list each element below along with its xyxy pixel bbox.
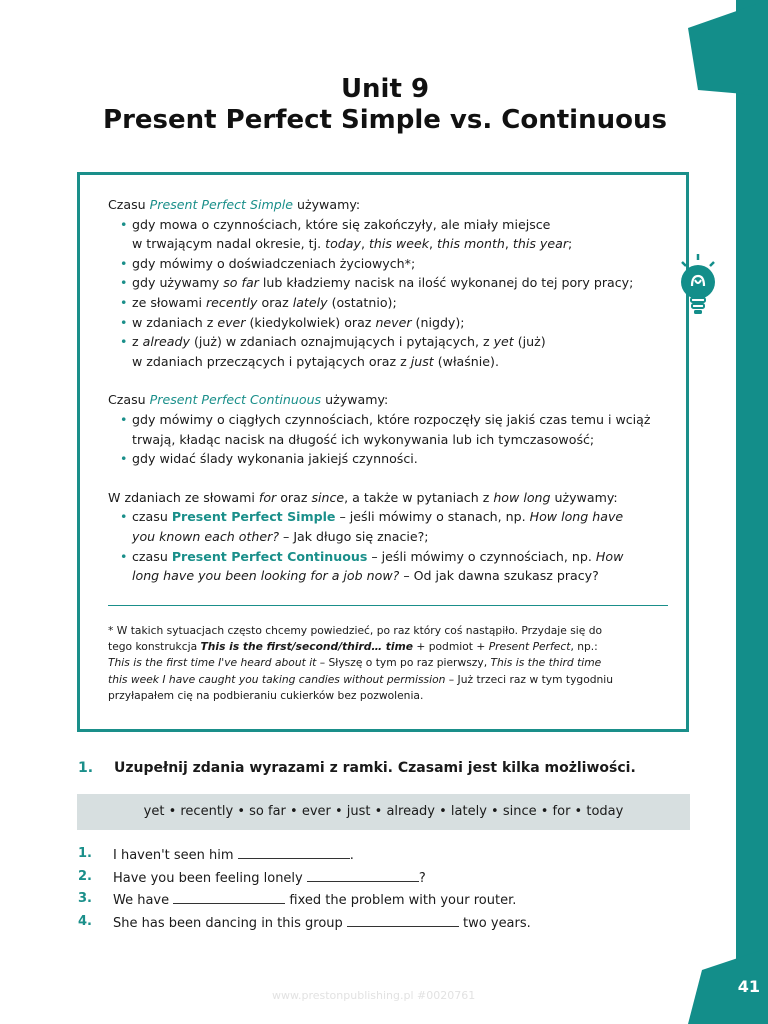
footnote-line <box>108 672 668 688</box>
text: w trwającym nadal okresie, tj. <box>132 236 326 252</box>
text: tego konstrukcja <box>108 640 201 654</box>
for-since-list <box>108 507 668 585</box>
example-word: never <box>375 314 412 330</box>
example-word: this year <box>512 236 569 252</box>
watermark: www.prestonpublishing.pl #0020761 <box>272 989 476 1002</box>
lightbulb-icon <box>676 252 720 318</box>
side-accent-bar <box>736 0 768 1024</box>
list-item <box>132 547 668 586</box>
text: – Już trzeci raz w tym tygodniu <box>445 672 614 686</box>
answer-blank[interactable] <box>347 914 459 927</box>
text: lub kładziemy nacisk na ilość wykonanej do tej pory pracy; <box>258 275 634 291</box>
text: – Od jak dawna szukasz pracy? <box>399 568 599 584</box>
example-sentence: This is the first time I've heard about it <box>108 656 317 670</box>
text: używamy: <box>293 197 361 212</box>
simple-intro <box>108 195 668 215</box>
text: She has been dancing in this group <box>113 915 347 931</box>
text: ? <box>418 870 426 886</box>
grammar-rules-content <box>108 195 668 586</box>
text: Czasu <box>108 392 150 408</box>
item-text <box>113 846 354 863</box>
list-item <box>132 410 668 449</box>
text: , <box>360 236 369 252</box>
text: gdy używamy <box>132 275 224 291</box>
example-word: this week <box>368 236 430 252</box>
example-word: just <box>410 353 434 369</box>
text: czasu <box>132 548 172 564</box>
continuous-intro <box>108 390 668 410</box>
footnote-line <box>108 639 668 655</box>
tense-name: Present Perfect Simple <box>171 509 336 525</box>
text: czasu <box>132 509 172 525</box>
simple-list <box>108 215 668 372</box>
exercise-items <box>78 846 678 936</box>
text: We have <box>113 893 174 908</box>
example-sentence: This is the third time <box>490 656 602 670</box>
text: fixed the problem with your router. <box>285 893 517 908</box>
tense-name: Present Perfect Continuous <box>171 548 368 564</box>
construction: This is the first/second/third… time <box>200 640 413 654</box>
item-text <box>113 914 531 931</box>
exercise-number: 1. <box>78 760 94 776</box>
text: , <box>504 236 513 252</box>
text: , <box>429 236 438 252</box>
item-number: 2. <box>78 868 92 884</box>
text: + podmiot + <box>412 640 489 654</box>
title-unit: Unit 9 <box>340 74 430 104</box>
text: używamy: <box>550 489 618 505</box>
grammar-rules-box <box>77 172 689 732</box>
example-word: ever <box>217 314 246 330</box>
tense-name: Present Perfect Simple <box>149 197 293 212</box>
for-since-section <box>108 488 668 586</box>
footnote <box>108 623 668 704</box>
exercise-item <box>78 846 678 869</box>
list-item <box>132 293 668 313</box>
list-item <box>132 313 668 333</box>
for-since-intro <box>108 488 668 508</box>
example-word: yet <box>493 334 514 350</box>
item-number: 1. <box>78 846 92 861</box>
example-sentence: How long have <box>529 509 624 525</box>
example-word: since <box>311 489 345 505</box>
text: , np.: <box>570 640 598 654</box>
example-word: for <box>258 489 277 505</box>
text: (już) w zdaniach oznajmujących i pytających, z <box>189 334 494 350</box>
item-number: 3. <box>78 891 92 906</box>
text: Czasu <box>108 197 150 212</box>
text: ze słowami <box>132 294 206 310</box>
example-word: this month <box>437 236 505 252</box>
text: . <box>349 848 354 863</box>
footnote-line: * W takich sytuacjach często chcemy powiedzieć, po raz który coś nastąpiło. Przydaje się do <box>108 624 603 637</box>
text: I haven't seen him <box>113 848 238 863</box>
text: (nigdy); <box>411 314 465 330</box>
item-text <box>113 869 426 886</box>
text: , a także w pytaniach z <box>344 489 494 505</box>
list-item <box>132 332 668 371</box>
text: gdy mowa o czynnościach, które się zakończyły, ale miały miejsce <box>132 216 551 232</box>
tense-name: Present Perfect Continuous <box>149 392 322 408</box>
text: oraz <box>257 294 293 310</box>
list-item <box>132 273 668 293</box>
example-word: how long <box>493 489 551 505</box>
box-divider <box>108 605 668 606</box>
item-text <box>113 891 516 908</box>
exercise-item <box>78 914 678 937</box>
text: trwają, kładąc nacisk na długość ich wykonywania lub ich tymczasowość; <box>132 431 595 447</box>
continuous-section <box>108 390 668 468</box>
text: W zdaniach ze słowami <box>108 489 259 505</box>
page-number: 41 <box>737 977 760 996</box>
simple-section <box>108 195 668 371</box>
text: – Słyszę o tym po raz pierwszy, <box>316 656 491 670</box>
text: (już) <box>513 334 546 350</box>
continuous-list <box>108 410 668 469</box>
text: (kiedykolwiek) oraz <box>245 314 376 330</box>
answer-blank[interactable] <box>238 846 350 859</box>
exercise-item <box>78 869 678 892</box>
text: oraz <box>276 489 312 505</box>
text: ; <box>568 236 573 252</box>
text: (właśnie). <box>433 353 499 369</box>
text: – jeśli mówimy o stanach, np. <box>335 509 530 525</box>
word-box: yet • recently • so far • ever • just • already • lately • since • for • today <box>77 794 690 830</box>
answer-blank[interactable] <box>173 891 285 904</box>
example-sentence: long have you been looking for a job now? <box>132 568 400 584</box>
text: w zdaniach przeczących i pytających oraz z <box>132 353 411 369</box>
example-word: today <box>325 236 361 252</box>
exercise-item <box>78 891 678 914</box>
text: z <box>132 334 143 350</box>
text: (ostatnio); <box>327 294 397 310</box>
example-sentence: How <box>595 548 624 564</box>
footnote-line: przyłapałem cię na podbieraniu cukierków bez pozwolenia. <box>108 688 424 702</box>
example-word: already <box>142 334 190 350</box>
list-item <box>132 215 668 254</box>
text: gdy mówimy o ciągłych czynnościach, które rozpoczęły się jakiś czas temu i wciąż <box>132 411 651 427</box>
page-title <box>60 74 710 136</box>
list-item: • gdy mówimy o doświadczeniach życiowych*; <box>132 254 668 274</box>
text: two years. <box>458 915 531 931</box>
text: Have you been feeling lonely <box>113 870 307 886</box>
example-sentence: you known each other? <box>132 528 280 544</box>
example-word: lately <box>292 294 328 310</box>
example-word: recently <box>206 294 258 310</box>
text: – Jak długo się znacie?; <box>279 528 429 544</box>
item-number: 4. <box>78 913 92 929</box>
footnote-line <box>108 655 668 671</box>
example-word: Present Perfect <box>488 640 571 654</box>
example-sentence: this week I have caught you taking candies without permission <box>108 672 446 686</box>
answer-blank[interactable] <box>307 869 419 882</box>
example-word: so far <box>223 275 259 291</box>
title-topic: Present Perfect Simple vs. Continuous <box>103 105 667 135</box>
list-item <box>132 507 668 546</box>
text: – jeśli mówimy o czynnościach, np. <box>367 548 596 564</box>
text: używamy: <box>321 392 389 408</box>
text: w zdaniach z <box>132 314 218 330</box>
list-item: • gdy widać ślady wykonania jakiejś czynności. <box>132 449 668 469</box>
exercise-instruction: Uzupełnij zdania wyrazami z ramki. Czasami jest kilka możliwości. <box>114 760 636 776</box>
